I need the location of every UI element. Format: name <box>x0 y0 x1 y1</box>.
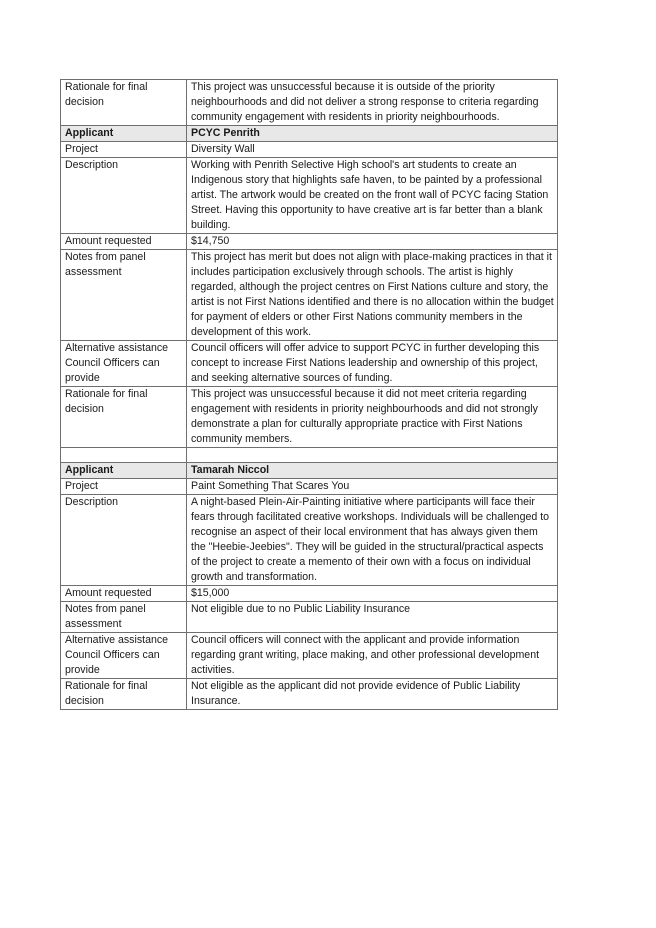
row-value: Not eligible due to no Public Liability Insurance <box>187 602 558 633</box>
row-label: Project <box>61 479 187 495</box>
spacer-cell <box>187 448 558 463</box>
table-row <box>61 341 558 387</box>
table-row <box>61 602 558 633</box>
applicant-label: Applicant <box>61 463 187 479</box>
row-label: Rationale for final decision <box>61 80 187 126</box>
row-label: Notes from panel assessment <box>61 250 187 341</box>
row-label: Project <box>61 142 187 158</box>
row-value: Paint Something That Scares You <box>187 479 558 495</box>
applicant-label: Applicant <box>61 126 187 142</box>
applicant-header-row <box>61 463 558 479</box>
row-value: Council officers will connect with the applicant and provide information regarding grant writing, place making, and other professional development activities. <box>187 633 558 679</box>
row-value: $14,750 <box>187 234 558 250</box>
table-row <box>61 142 558 158</box>
row-label: Notes from panel assessment <box>61 602 187 633</box>
row-label: Rationale for final decision <box>61 679 187 710</box>
row-value: This project has merit but does not align with place-making practices in that it includes participation exclusively through schools. The artist is highly regarded, although the project centres on First Nations culture and story, the artist is not First Nations identified and there is no allocation within the budget for payment of elders or other First Nations community members in the development of this work. <box>187 250 558 341</box>
table-row <box>61 250 558 341</box>
row-label: Alternative assistance Council Officers can provide <box>61 633 187 679</box>
spacer-row <box>61 448 558 463</box>
table-row <box>61 679 558 710</box>
row-value: $15,000 <box>187 586 558 602</box>
row-value: Working with Penrith Selective High school's art students to create an Indigenous story that highlights safe haven, to be painted by a professional artist. The artwork would be created on the front wall of PCYC facing Station Street. Having this opportunity to have creative art is far better than a blank building. <box>187 158 558 234</box>
table-row <box>61 495 558 586</box>
applicant-name: PCYC Penrith <box>187 126 558 142</box>
grant-assessment-table <box>60 79 558 710</box>
row-value: Council officers will offer advice to support PCYC in further developing this concept to increase First Nations leadership and ownership of this project, and seeking alternative sources of funding. <box>187 341 558 387</box>
spacer-cell <box>61 448 187 463</box>
row-value: This project was unsuccessful because it is outside of the priority neighbourhoods and did not deliver a strong response to criteria regarding community engagement with residents in priority neighbourhoods. <box>187 80 558 126</box>
row-value: This project was unsuccessful because it did not meet criteria regarding engagement with residents in priority neighbourhoods and did not strongly demonstrate a plan for culturally appropriate practice with First Nations community members. <box>187 387 558 448</box>
row-label: Alternative assistance Council Officers can provide <box>61 341 187 387</box>
row-value: Not eligible as the applicant did not provide evidence of Public Liability Insurance. <box>187 679 558 710</box>
row-label: Description <box>61 158 187 234</box>
applicant-header-row <box>61 126 558 142</box>
row-label: Description <box>61 495 187 586</box>
table-row <box>61 387 558 448</box>
row-value: A night-based Plein-Air-Painting initiative where participants will face their fears through facilitated creative workshops. Individuals will be challenged to recognise an aspect of their local environment that has always given them the "Heebie-Jeebies". They will be guided in the structural/practical aspects of the project to create a memento of their own with a focus on individual growth and transformation. <box>187 495 558 586</box>
table-row <box>61 633 558 679</box>
row-label: Rationale for final decision <box>61 387 187 448</box>
table-row <box>61 479 558 495</box>
table-row <box>61 80 558 126</box>
row-value: Diversity Wall <box>187 142 558 158</box>
table-row <box>61 586 558 602</box>
row-label: Amount requested <box>61 234 187 250</box>
row-label: Amount requested <box>61 586 187 602</box>
applicant-name: Tamarah Niccol <box>187 463 558 479</box>
table-row <box>61 234 558 250</box>
table-row <box>61 158 558 234</box>
